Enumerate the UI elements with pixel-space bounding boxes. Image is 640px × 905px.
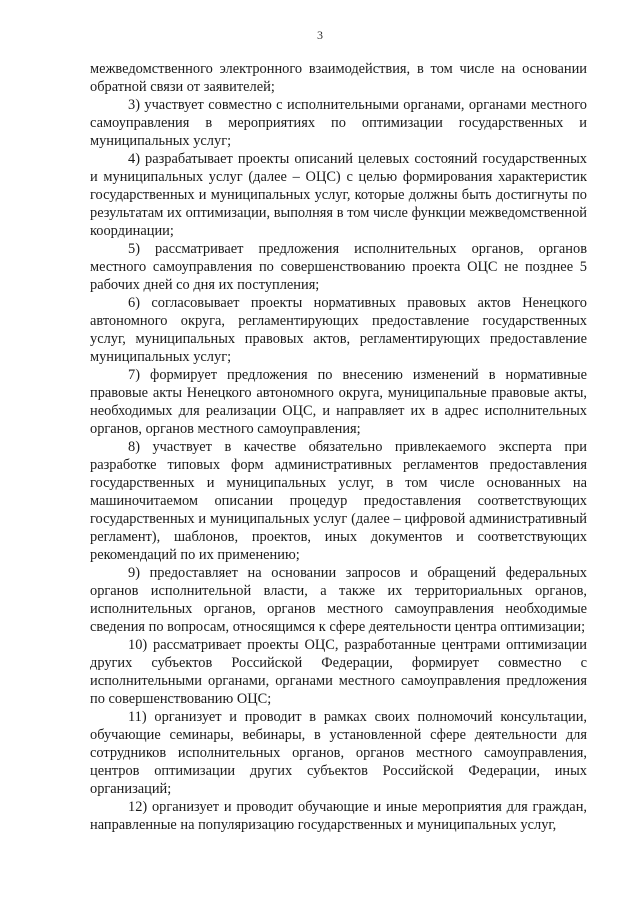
paragraph-item-11: 11) организует и проводит в рамках своих полномочий консультации, обучающие семинары, вебинары, в установленной сфере деятельности для сотрудников исполнительных органов, органов местного самоуправления, центров оптимизации других субъектов Российской Федерации, иных организаций; (90, 709, 587, 797)
paragraph-item-4: 4) разрабатывает проекты описаний целевых состояний государственных и муниципальных услуг (далее – ОЦС) с целью формирования характеристик государственных и муниципальных услуг, которые должны быть достигнуты по результатам их оптимизации, выполняя в том числе функции межведомственной координации; (90, 151, 587, 239)
paragraph-item-5: 5) рассматривает предложения исполнительных органов, органов местного самоуправления по совершенствованию проекта ОЦС не позднее 5 рабочих дней со дня их поступления; (90, 241, 587, 293)
page-number: 3 (317, 28, 323, 42)
document-body (90, 60, 587, 834)
paragraph-item-10: 10) рассматривает проекты ОЦС, разработанные центрами оптимизации других субъектов Российской Федерации, формирует совместно с исполнительными органами, органами местного самоуправления предложения по совершенствованию ОЦС; (90, 637, 587, 707)
paragraph-continuation: межведомственного электронного взаимодействия, в том числе на основании обратной связи от заявителей; (90, 61, 587, 95)
paragraph-item-6: 6) согласовывает проекты нормативных правовых актов Ненецкого автономного округа, регламентирующих предоставление государственных услуг, муниципальных правовых актов, регламентирующих предоставление муниципальных услуг; (90, 295, 587, 365)
paragraph-item-3: 3) участвует совместно с исполнительными органами, органами местного самоуправления в мероприятиях по оптимизации государственных и муниципальных услуг; (90, 97, 587, 149)
paragraph-item-7: 7) формирует предложения по внесению изменений в нормативные правовые акты Ненецкого автономного округа, муниципальные правовые акты, необходимых для реализации ОЦС, и направляет их в адрес исполнительных органов, органов местного самоуправления; (90, 367, 587, 437)
paragraph-item-12: 12) организует и проводит обучающие и иные мероприятия для граждан, направленные на популяризацию государственных и муниципальных услуг, (90, 799, 587, 833)
paragraph-item-8: 8) участвует в качестве обязательно привлекаемого эксперта при разработке типовых форм административных регламентов предоставления государственных и муниципальных услуг, в том числе основанных на машиночитаемом описании процедур предоставления соответствующих государственных и муниципальных услуг (далее – цифровой административный регламент), шаблонов, проектов, иных документов и соответствующих рекомендаций по их применению; (90, 439, 587, 563)
paragraph-item-9: 9) предоставляет на основании запросов и обращений федеральных органов исполнительной власти, а также их территориальных органов, исполнительных органов, органов местного самоуправления необходимые сведения по вопросам, относящимся к сфере деятельности центра оптимизации; (90, 565, 587, 635)
